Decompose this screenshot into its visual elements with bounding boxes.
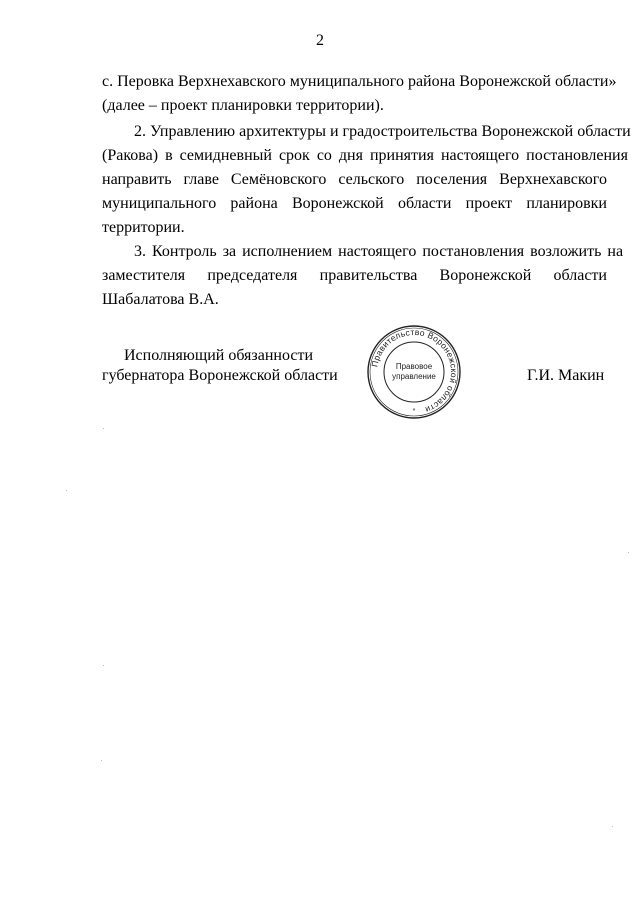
signatory-name: Г.И. Макин [527, 367, 605, 384]
scan-speck [66, 490, 67, 491]
signatory-position-line-2: губернатора Воронежской области [102, 367, 338, 384]
paragraph-2-line-3 [102, 170, 607, 190]
word: председателя [207, 267, 298, 284]
paragraph-2-line-2: (Ракова) в семидневный срок со дня принятия настоящего постановления [102, 147, 628, 164]
word: сельского [338, 171, 405, 188]
stamp-ring-text: Правительство Воронежской области [369, 326, 460, 416]
word: направить [102, 171, 172, 188]
word: планировки [526, 195, 607, 212]
paragraph-1-line-1: с. Перовка Верхнехавского муниципального района Воронежской области» [102, 73, 617, 90]
word: поселения [416, 171, 488, 188]
paragraph-3-line-3: Шабалатова В.А. [102, 291, 219, 308]
word: Семёновского [230, 171, 327, 188]
scan-speck [101, 760, 102, 761]
paragraph-1-line-2: (далее – проект планировки территории). [102, 97, 384, 114]
scan-speck [628, 552, 629, 553]
paragraph-2-line-4 [102, 194, 607, 214]
stamp-center-line-1: Правовое [395, 362, 433, 371]
scan-speck [612, 826, 613, 827]
word: муниципального [102, 195, 217, 212]
word: области [397, 195, 452, 212]
stamp-center-line-2: управление [392, 372, 436, 381]
word: Воронежской [291, 195, 384, 212]
paragraph-2-line-1: 2. Управлению архитектуры и градостроительства Воронежской области [134, 123, 631, 140]
page-number: 2 [316, 32, 324, 49]
word: района [230, 195, 278, 212]
paragraph-2-line-5: территории. [102, 219, 185, 236]
word: Верхнехавского [499, 171, 607, 188]
scan-speck [103, 428, 104, 429]
scan-speck [103, 665, 104, 666]
signatory-position-line-1: Исполняющий обязанности [124, 347, 314, 364]
word: проект [465, 195, 513, 212]
word: заместителя [102, 267, 186, 284]
official-stamp [366, 324, 462, 420]
stamp-star: * [412, 408, 416, 415]
word: главе [183, 171, 219, 188]
paragraph-3-line-1: 3. Контроль за исполнением настоящего постановления возложить на [134, 243, 624, 260]
word: области [553, 267, 607, 284]
word: Воронежской [439, 267, 532, 284]
paragraph-3-line-2 [102, 266, 607, 286]
word: правительства [319, 267, 418, 284]
